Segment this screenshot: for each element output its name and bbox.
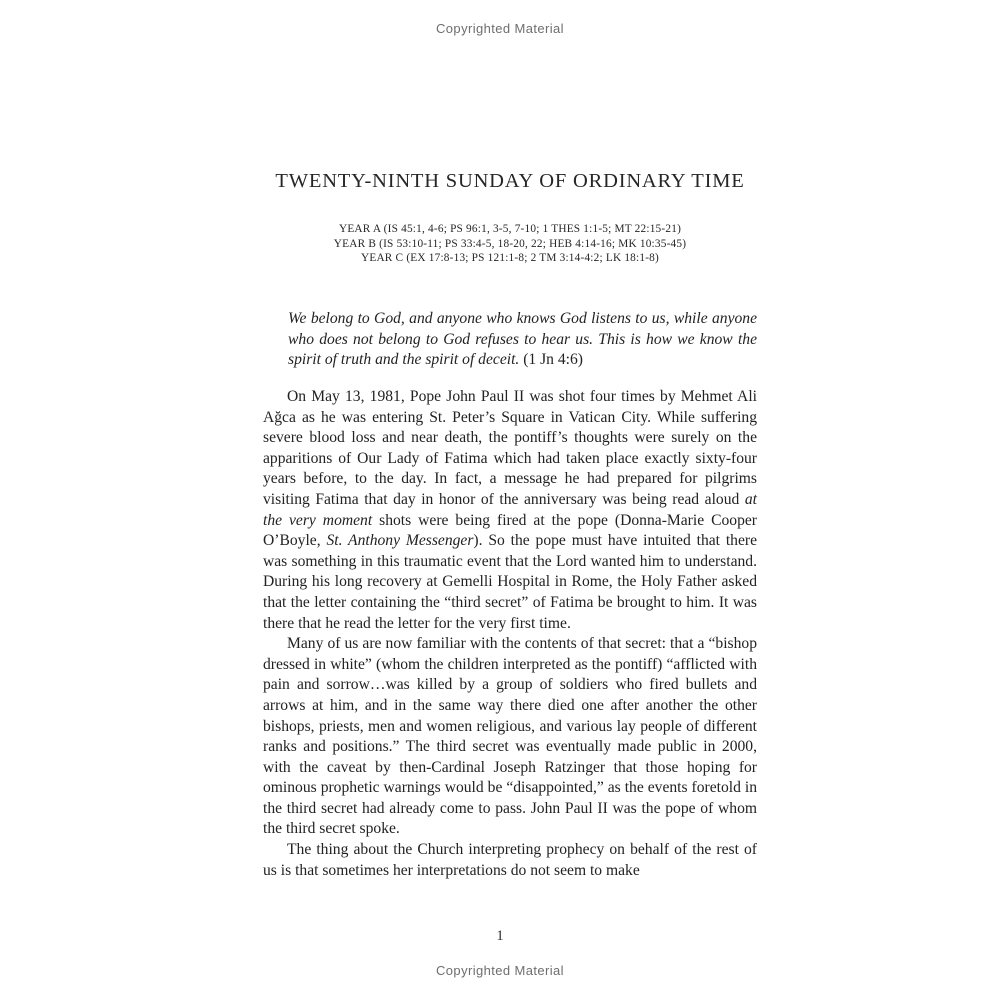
body-paragraph	[263, 387, 757, 634]
lectionary-references	[263, 222, 757, 266]
chapter-title: TWENTY-NINTH SUNDAY OF ORDINARY TIME	[275, 170, 745, 192]
epigraph-quote	[288, 309, 757, 371]
text-run: On May 13, 1981, Pope John Paul II was shot four times by Mehmet Ali Ağca as he was entering St. Peter’s Square in Vatican City. While suffering severe blood loss and near death, the pontiff’s thoughts were surely on the apparitions of Our Lady of Fatima which had taken place exactly sixty-four years before, to the day. In fact, a message he had prepared for pilgrims visiting Fatima that day in honor of the anniversary was being read aloud	[263, 388, 757, 508]
text-run: shots were being fired at the pope (Donna-Marie Cooper O’Boyle,	[263, 511, 757, 550]
italic-text-run: at the very moment	[263, 490, 757, 529]
year-b-reference: YEAR B (IS 53:10-11; PS 33:4-5, 18-20, 22; HEB 4:14-16; MK 10:35-45)	[333, 237, 687, 250]
text-run: (1 Jn 4:6)	[519, 351, 583, 368]
body-paragraph	[263, 634, 757, 840]
body-text	[263, 387, 757, 881]
body-paragraph	[263, 840, 757, 881]
text-column	[263, 0, 757, 1000]
text-run: Many of us are now familiar with the contents of that secret: that a “bishop dressed in white” (whom the children interpreted as the pontiff) “afflicted with pain and sorrow…was killed by a group of soldiers who fired bullets and arrows at him, and in the same way there died one after another the other bishops, priests, men and women religious, and various lay people of different ranks and positions.” The third secret was eventually made public in 2000, with the caveat by then-Cardinal Joseph Ratzinger that those hoping for ominous prophetic warnings would be “disappointed,” as the events foretold in the third secret had already come to pass. John Paul II was the pope of whom the third secret spoke.	[263, 635, 757, 838]
copyright-banner-top: Copyrighted Material	[436, 21, 564, 36]
year-c-reference: YEAR C (EX 17:8-13; PS 121:1-8; 2 TM 3:14-4:2; LK 18:1-8)	[360, 252, 659, 265]
page-number: 1	[496, 928, 504, 944]
copyright-banner-bottom: Copyrighted Material	[436, 963, 564, 978]
text-run: The thing about the Church interpreting prophecy on behalf of the rest of us is that sometimes her interpretations do not seem to make	[263, 841, 757, 879]
year-a-reference: YEAR A (IS 45:1, 4-6; PS 96:1, 3-5, 7-10; 1 THES 1:1-5; MT 22:15-21)	[338, 223, 682, 235]
italic-text-run: St. Anthony Messenger	[326, 532, 474, 550]
italic-text-run: We belong to God, and anyone who knows God listens to us, while anyone who does not belong to God refuses to hear us. This is how we know the spirit of truth and the spirit of deceit.	[288, 310, 757, 368]
text-run: ). So the pope must have intuited that there was something in this traumatic event that the Lord wanted him to understand. During his long recovery at Gemelli Hospital in Rome, the Holy Father asked that the letter containing the “third secret” of Fatima be brought to him. It was there that he read the letter for the very first time.	[263, 532, 758, 632]
